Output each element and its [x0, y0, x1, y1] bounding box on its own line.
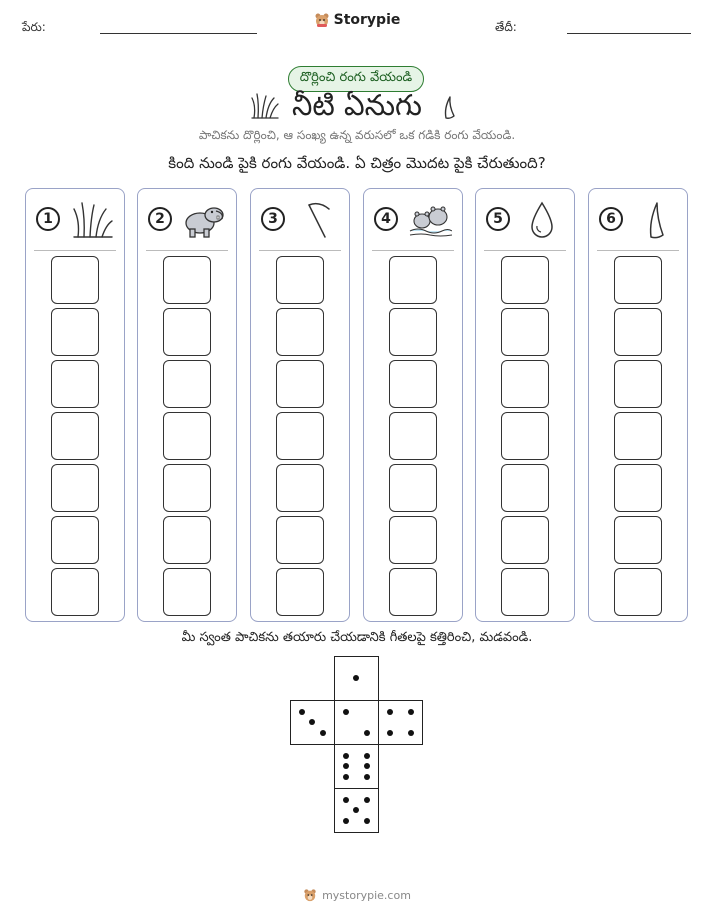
color-box[interactable] — [276, 464, 324, 512]
color-box[interactable] — [389, 308, 437, 356]
column-number: 3 — [261, 207, 285, 231]
subtitle: పాచికను దొర్లించి, ఆ సంఖ్య ఉన్న వరుసలో ఒక గడికి రంగు వేయండి. — [198, 128, 516, 142]
dice-face-1 — [334, 656, 379, 701]
color-box[interactable] — [389, 568, 437, 616]
color-box[interactable] — [51, 516, 99, 564]
color-box[interactable] — [614, 308, 662, 356]
instruction: కింది నుండి పైకి రంగు వేయండి. ఏ చిత్రం మొదట పైకి చేరుతుంది? — [168, 154, 546, 172]
grass-icon — [70, 199, 114, 241]
dice-pip — [408, 709, 414, 715]
column-divider — [484, 250, 566, 251]
dice-pip — [364, 753, 370, 759]
dice-face-6 — [334, 744, 379, 789]
column-number: 2 — [148, 207, 172, 231]
brand-name: Storypie — [333, 12, 401, 28]
color-box[interactable] — [614, 360, 662, 408]
column-divider — [597, 250, 679, 251]
color-box[interactable] — [501, 464, 549, 512]
color-box[interactable] — [163, 308, 211, 356]
column-header — [26, 189, 124, 251]
color-box[interactable] — [501, 568, 549, 616]
dice-pip — [364, 763, 370, 769]
dice-pip — [364, 730, 370, 736]
hippo-icon — [182, 199, 226, 241]
dice-pip — [387, 709, 393, 715]
dice-column-2 — [137, 188, 237, 622]
tooth-icon — [633, 199, 677, 241]
dice-pip — [343, 797, 349, 803]
dice-face-5 — [334, 788, 379, 833]
dice-pip — [343, 709, 349, 715]
dice-pip — [408, 730, 414, 736]
color-box[interactable] — [51, 464, 99, 512]
color-box[interactable] — [389, 516, 437, 564]
column-divider — [34, 250, 116, 251]
color-box[interactable] — [389, 412, 437, 460]
color-box[interactable] — [163, 568, 211, 616]
dice-pip — [309, 719, 315, 725]
dice-pip — [364, 797, 370, 803]
column-header — [476, 189, 574, 251]
column-header — [138, 189, 236, 251]
color-box[interactable] — [614, 412, 662, 460]
dice-pip — [343, 753, 349, 759]
column-divider — [259, 250, 341, 251]
color-box[interactable] — [51, 568, 99, 616]
color-box[interactable] — [276, 360, 324, 408]
color-box[interactable] — [501, 412, 549, 460]
color-box[interactable] — [389, 256, 437, 304]
color-box[interactable] — [389, 464, 437, 512]
name-label: పేరు: — [22, 20, 46, 34]
dice-column-6 — [588, 188, 688, 622]
dice-face-2 — [334, 700, 379, 745]
dice-pip — [364, 774, 370, 780]
footer — [0, 888, 714, 902]
date-label: తేదీ: — [495, 20, 517, 34]
column-header — [251, 189, 349, 251]
bear-footer-icon — [303, 888, 317, 902]
color-box[interactable] — [163, 516, 211, 564]
dice-column-1 — [25, 188, 125, 622]
column-number: 5 — [486, 207, 510, 231]
dice-pip — [387, 730, 393, 736]
color-box[interactable] — [614, 568, 662, 616]
activity-badge: దొర్లించి రంగు వేయండి — [288, 66, 424, 92]
color-box[interactable] — [163, 256, 211, 304]
color-box[interactable] — [614, 516, 662, 564]
color-box[interactable] — [276, 412, 324, 460]
column-number: 6 — [599, 207, 623, 231]
color-box[interactable] — [501, 256, 549, 304]
color-box[interactable] — [276, 568, 324, 616]
color-box[interactable] — [51, 360, 99, 408]
color-box[interactable] — [276, 256, 324, 304]
color-box[interactable] — [501, 516, 549, 564]
color-box[interactable] — [501, 308, 549, 356]
footer-url[interactable]: mystorypie.com — [322, 888, 411, 902]
water-drop-icon — [520, 199, 564, 241]
scythe-icon — [295, 199, 339, 241]
column-divider — [372, 250, 454, 251]
color-box[interactable] — [614, 464, 662, 512]
dice-column-5 — [475, 188, 575, 622]
color-box[interactable] — [51, 412, 99, 460]
tooth-title-icon — [440, 94, 458, 120]
name-line[interactable] — [100, 33, 257, 34]
color-box[interactable] — [276, 308, 324, 356]
dice-pip — [343, 818, 349, 824]
column-header — [364, 189, 462, 251]
hippo-family-icon — [408, 199, 452, 241]
page-title: నీటి ఏనుగు — [292, 88, 422, 122]
color-box[interactable] — [163, 412, 211, 460]
cut-instruction: మీ స్వంత పాచికను తయారు చేయడానికి గీతలపై కత్తిరించి, మడవండి. — [181, 630, 533, 645]
column-number: 1 — [36, 207, 60, 231]
dice-pip — [320, 730, 326, 736]
dice-pip — [299, 709, 305, 715]
color-box[interactable] — [51, 256, 99, 304]
color-box[interactable] — [163, 464, 211, 512]
column-divider — [146, 250, 228, 251]
dice-face-4 — [378, 700, 423, 745]
column-number: 4 — [374, 207, 398, 231]
column-header — [589, 189, 687, 251]
dice-column-4 — [363, 188, 463, 622]
dice-pip — [364, 818, 370, 824]
color-box[interactable] — [614, 256, 662, 304]
color-box[interactable] — [163, 360, 211, 408]
dice-face-3 — [290, 700, 335, 745]
date-line[interactable] — [567, 33, 691, 34]
color-box[interactable] — [389, 360, 437, 408]
dice-pip — [353, 807, 359, 813]
dice-pip — [343, 774, 349, 780]
color-box[interactable] — [51, 308, 99, 356]
dice-pip — [353, 675, 359, 681]
dice-pip — [343, 763, 349, 769]
brand-logo — [0, 12, 714, 28]
dice-column-3 — [250, 188, 350, 622]
color-box[interactable] — [501, 360, 549, 408]
color-box[interactable] — [276, 516, 324, 564]
bear-logo-icon — [314, 12, 330, 28]
